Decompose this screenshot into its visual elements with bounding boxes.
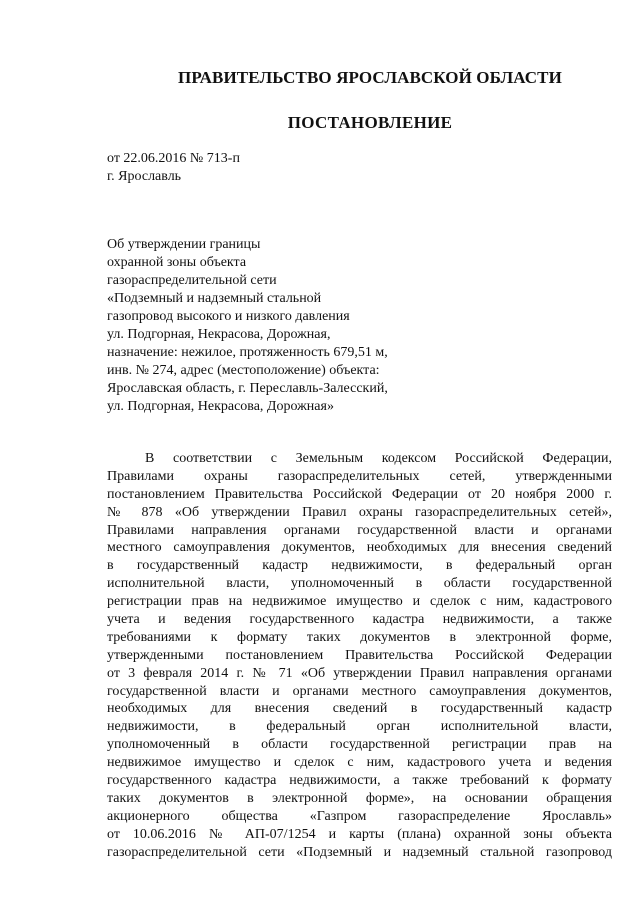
subject-line: газопровод высокого и низкого давления bbox=[107, 309, 350, 324]
body-paragraph bbox=[107, 450, 612, 861]
body-line: недвижимое имущество и сделок с ним, кадастрового учета и ведения bbox=[107, 755, 612, 771]
body-line: государственной власти и органами местного самоуправления документов, bbox=[107, 683, 612, 699]
body-line: от 3 февраля 2014 г. № 71 «Об утверждении Правил направления органами bbox=[107, 665, 612, 681]
city: г. Ярославль bbox=[107, 169, 182, 184]
body-line: необходимых для внесения сведений в государственный кадастр bbox=[107, 701, 612, 717]
subject-line: охранной зоны объекта bbox=[107, 255, 247, 270]
body-line: учета и ведения государственного кадастра недвижимости, а также bbox=[107, 612, 612, 628]
document-type-title: ПОСТАНОВЛЕНИЕ bbox=[287, 113, 453, 132]
body-line: недвижимости, в федеральный орган исполнительной власти, bbox=[107, 719, 612, 735]
subject-line: Об утверждении границы bbox=[107, 237, 261, 252]
body-line: от 10.06.2016 № АП-07/1254 и карты (плана) охранной зоны объекта bbox=[107, 826, 612, 842]
subject-line: «Подземный и надземный стальной bbox=[107, 291, 322, 306]
body-line: в государственный кадастр недвижимости, в федеральный орган bbox=[107, 558, 612, 574]
body-line: регистрации прав на недвижимое имущество и сделок с ним, кадастрового bbox=[107, 594, 612, 610]
body-line: исполнительной власти, уполномоченный в области государственной bbox=[107, 576, 612, 592]
document-meta bbox=[107, 150, 240, 186]
body-line: акционерного общества «Газпром газораспределение Ярославль» bbox=[107, 808, 612, 824]
body-line: Правилами направления органами государственной власти и органами bbox=[107, 522, 612, 538]
body-line: государственного кадастра недвижимости, а также требований к формату bbox=[107, 773, 612, 789]
body-line: таких документов в электронной форме», на основании обращения bbox=[107, 790, 612, 806]
body-line: В соответствии с Земельным кодексом Российской Федерации, bbox=[145, 451, 612, 466]
body-line: местного самоуправления документов, необходимых для внесения сведений bbox=[107, 540, 612, 556]
subject-line: ул. Подгорная, Некрасова, Дорожная» bbox=[107, 399, 334, 414]
body-line: газораспределительной сети «Подземный и надземный стальной газопровод bbox=[107, 844, 612, 860]
subject-line: ул. Подгорная, Некрасова, Дорожная, bbox=[107, 327, 331, 342]
subject-line: назначение: нежилое, протяженность 679,51 м, bbox=[107, 345, 388, 360]
body-line: уполномоченный в области государственной регистрации прав на bbox=[107, 737, 612, 753]
document-subject bbox=[107, 236, 388, 416]
body-line: № 878 «Об утверждении Правил охраны газораспределительных сетей», bbox=[107, 504, 612, 520]
body-line: Правилами охраны газораспределительных сетей, утвержденными bbox=[107, 468, 612, 484]
subject-line: газораспределительной сети bbox=[107, 273, 277, 288]
government-title: ПРАВИТЕЛЬСТВО ЯРОСЛАВСКОЙ ОБЛАСТИ bbox=[178, 68, 562, 87]
body-line: требованиями к формату таких документов в электронной форме, bbox=[107, 629, 612, 645]
body-line: утвержденными постановлением Правительства Российской Федерации bbox=[107, 647, 612, 663]
subject-line: Ярославская область, г. Переславль-Залесский, bbox=[107, 381, 388, 396]
body-line: постановлением Правительства Российской Федерации от 20 ноября 2000 г. bbox=[107, 486, 612, 502]
date-number: от 22.06.2016 № 713-п bbox=[107, 151, 240, 166]
subject-line: инв. № 274, адрес (местоположение) объекта: bbox=[107, 363, 380, 378]
